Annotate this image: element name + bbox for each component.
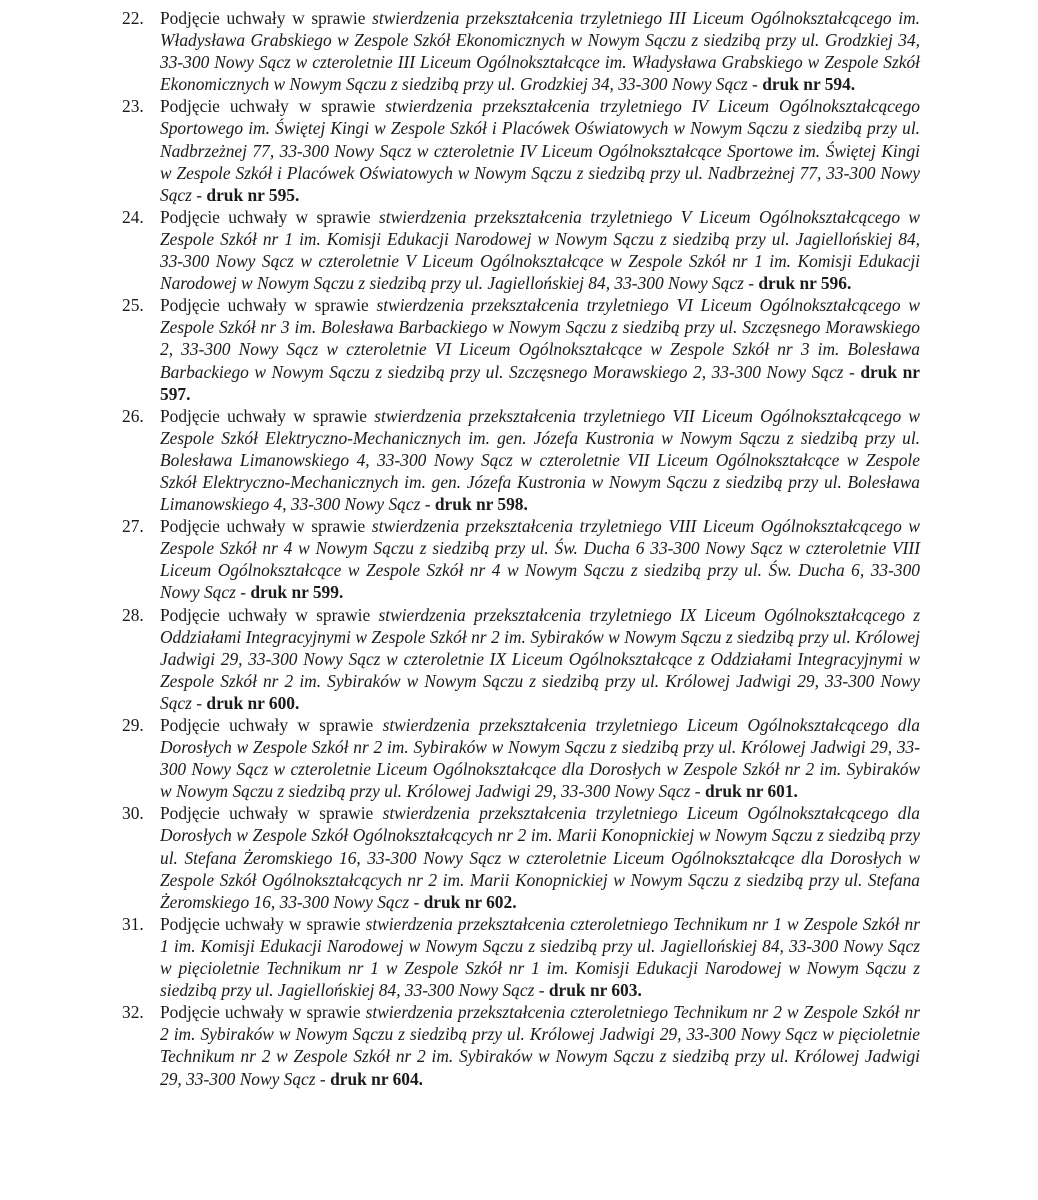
agenda-item	[122, 1001, 920, 1089]
item-druk-number: druk nr 600.	[206, 692, 300, 713]
item-text	[160, 913, 920, 1001]
item-druk-number: druk nr 595.	[206, 184, 300, 205]
item-text	[160, 294, 920, 404]
item-prefix: Podjęcie uchwały w sprawie	[160, 604, 371, 625]
item-subject: stwierdzenia przekształcenia czteroletniego Technikum nr 2 w Zespole Szkół nr 2 im. Sybiraków w Nowym Sączu z siedzibą przy ul. Królowej Jadwigi 29, 33-300 Nowy Sącz w pięcioletnie Technikum nr 2 w Zespole Szkół nr 2 im. Sybiraków w Nowym Sączu z siedzibą przy ul. Królowej Jadwigi 29, 33-300 Nowy Sącz	[160, 1002, 920, 1089]
item-number: 25.	[122, 295, 144, 316]
item-separator: -	[694, 781, 701, 802]
agenda-item	[122, 714, 920, 802]
item-subject: stwierdzenia przekształcenia trzyletniego VIII Liceum Ogólnokształcącego w Zespole Szkół nr 4 w Nowym Sączu z siedzibą przy ul. Św. Ducha 6 33-300 Nowy Sącz w czteroletnie VIII Liceum Ogólnokształcące w Zespole Szkół nr 4 w Nowym Sączu z siedzibą przy ul. Św. Ducha 6, 33-300 Nowy Sącz	[160, 516, 920, 603]
item-subject: stwierdzenia przekształcenia trzyletniego Liceum Ogólnokształcącego dla Dorosłych w Zespole Szkół Ogólnokształcących nr 2 im. Marii Konopnickiej w Nowym Sączu z siedzibą przy ul. Stefana Żeromskiego 16, 33-300 Nowy Sącz w czteroletnie Liceum Ogólnokształcące dla Dorosłych w Zespole Szkół Ogólnokształcących nr 2 im. Marii Konopnickiej w Nowym Sączu z siedzibą przy ul. Stefana Żeromskiego 16, 33-300 Nowy Sącz	[160, 803, 920, 912]
item-subject: stwierdzenia przekształcenia trzyletniego VI Liceum Ogólnokształcącego w Zespole Szkół nr 3 im. Bolesława Barbackiego w Nowym Sączu z siedzibą przy ul. Szczęsnego Morawskiego 2, 33-300 Nowy Sącz w czteroletnie VI Liceum Ogólnokształcące w Zespole Szkół nr 3 im. Bolesława Barbackiego w Nowym Sączu z siedzibą przy ul. Szczęsnego Morawskiego 2, 33-300 Nowy Sącz	[160, 295, 920, 382]
item-prefix: Podjęcie uchwały w sprawie	[160, 96, 376, 117]
item-text	[160, 802, 920, 912]
item-number: 29.	[122, 715, 144, 735]
agenda-item	[122, 405, 920, 515]
item-prefix: Podjęcie uchwały w sprawie	[160, 1002, 361, 1023]
item-separator: -	[748, 273, 754, 294]
item-subject: stwierdzenia przekształcenia trzyletniego Liceum Ogólnokształcącego dla Dorosłych w Zespole Szkół nr 2 im. Sybiraków w Nowym Sączu z siedzibą przy ul. Królowej Jadwigi 29, 33-300 Nowy Sącz w czteroletnie Liceum Ogólnokształcące dla Dorosłych w Zespole Szkół nr 2 im. Sybiraków w Nowym Sączu z siedzibą przy ul. Królowej Jadwigi 29, 33-300 Nowy Sącz	[160, 715, 920, 802]
item-prefix: Podjęcie uchwały w sprawie	[160, 913, 361, 934]
agenda-item	[122, 913, 920, 1001]
item-number: 22.	[122, 8, 144, 28]
item-separator: -	[849, 361, 855, 382]
agenda-item	[122, 515, 920, 603]
item-number: 24.	[122, 206, 144, 227]
agenda-list	[122, 7, 920, 1090]
item-number: 28.	[122, 604, 144, 625]
item-separator: -	[240, 582, 246, 603]
agenda-item	[122, 294, 920, 404]
item-separator: -	[319, 1068, 326, 1089]
item-druk-number: druk nr 602.	[423, 891, 517, 912]
agenda-item	[122, 802, 920, 912]
agenda-item	[122, 95, 920, 205]
item-subject: stwierdzenia przekształcenia trzyletniego III Liceum Ogólnokształcącego im. Władysława Grabskiego w Zespole Szkół Ekonomicznych w Nowym Sączu z siedzibą przy ul. Grodzkiej 34, 33-300 Nowy Sącz w czteroletnie III Liceum Ogólnokształcące im. Władysława Grabskiego w Zespole Szkół Ekonomicznych w Nowym Sączu z siedzibą przy ul. Grodzkiej 34, 33-300 Nowy Sącz	[160, 8, 920, 95]
item-text	[160, 515, 920, 603]
item-prefix: Podjęcie uchwały w sprawie	[160, 295, 369, 316]
item-prefix: Podjęcie uchwały w sprawie	[160, 715, 374, 735]
item-druk-number: druk nr 604.	[330, 1068, 424, 1089]
item-number: 31.	[122, 913, 144, 934]
item-text	[160, 714, 920, 802]
item-prefix: Podjęcie uchwały w sprawie	[160, 8, 366, 28]
item-druk-number: druk nr 598.	[434, 494, 528, 515]
item-druk-number: druk nr 597.	[160, 361, 921, 404]
agenda-item	[122, 206, 920, 294]
item-druk-number: druk nr 603.	[548, 980, 642, 1001]
item-subject: stwierdzenia przekształcenia trzyletniego IX Liceum Ogólnokształcącego z Oddziałami Integracyjnymi w Zespole Szkół nr 2 im. Sybiraków w Nowym Sączu z siedzibą przy ul. Królowej Jadwigi 29, 33-300 Nowy Sącz w czteroletnie IX Liceum Ogólnokształcące z Oddziałami Integracyjnymi w Zespole Szkół nr 2 im. Sybiraków w Nowym Sączu z siedzibą przy ul. Królowej Jadwigi 29, 33-300 Nowy Sącz	[160, 604, 920, 713]
item-text	[160, 95, 920, 205]
item-separator: -	[196, 184, 203, 205]
item-separator: -	[413, 891, 420, 912]
item-prefix: Podjęcie uchwały w sprawie	[160, 803, 374, 824]
item-subject: stwierdzenia przekształcenia trzyletniego IV Liceum Ogólnokształcącego Sportowego im. Świętej Kingi w Zespole Szkół i Placówek Oświatowych w Nowym Sączu z siedzibą przy ul. Nadbrzeżnej 77, 33-300 Nowy Sącz w czteroletnie IV Liceum Ogólnokształcące Sportowe im. Świętej Kingi w Zespole Szkół i Placówek Oświatowych w Nowym Sączu z siedzibą przy ul. Nadbrzeżnej 77, 33-300 Nowy Sącz	[160, 96, 920, 205]
item-number: 30.	[122, 803, 144, 824]
item-number: 26.	[122, 405, 144, 426]
item-prefix: Podjęcie uchwały w sprawie	[160, 206, 371, 227]
item-subject: stwierdzenia przekształcenia trzyletniego VII Liceum Ogólnokształcącego w Zespole Szkół Elektryczno-Mechanicznych im. gen. Józefa Kustronia w Nowym Sączu z siedzibą przy ul. Bolesława Limanowskiego 4, 33-300 Nowy Sącz w czteroletnie VII Liceum Ogólnokształcące w Zespole Szkół Elektryczno-Mechanicznych im. gen. Józefa Kustronia w Nowym Sączu z siedzibą przy ul. Bolesława Limanowskiego 4, 33-300 Nowy Sącz	[160, 405, 920, 515]
agenda-item	[122, 604, 920, 714]
item-text	[160, 1001, 920, 1089]
item-number: 32.	[122, 1002, 144, 1023]
item-separator: -	[424, 494, 431, 515]
item-druk-number: druk nr 594.	[762, 74, 856, 95]
item-number: 23.	[122, 96, 144, 117]
item-druk-number: druk nr 601.	[704, 781, 798, 802]
item-text	[160, 405, 920, 515]
item-number: 27.	[122, 516, 144, 537]
item-druk-number: druk nr 599.	[250, 582, 344, 603]
item-prefix: Podjęcie uchwały w sprawie	[160, 405, 368, 426]
item-subject: stwierdzenia przekształcenia trzyletniego V Liceum Ogólnokształcącego w Zespole Szkół nr 1 im. Komisji Edukacji Narodowej w Nowym Sączu z siedzibą przy ul. Jagiellońskiej 84, 33-300 Nowy Sącz w czteroletnie V Liceum Ogólnokształcące w Zespole Szkół nr 1 im. Komisji Edukacji Narodowej w Nowym Sączu z siedzibą przy ul. Jagiellońskiej 84, 33-300 Nowy Sącz	[160, 206, 921, 294]
item-separator: -	[752, 74, 758, 95]
item-text	[160, 206, 920, 294]
item-subject: stwierdzenia przekształcenia czteroletniego Technikum nr 1 w Zespole Szkół nr 1 im. Komisji Edukacji Narodowej w Nowym Sączu z siedzibą przy ul. Jagiellońskiej 84, 33-300 Nowy Sącz w pięcioletnie Technikum nr 1 w Zespole Szkół nr 1 im. Komisji Edukacji Narodowej w Nowym Sączu z siedzibą przy ul. Jagiellońskiej 84, 33-300 Nowy Sącz	[160, 913, 920, 1001]
item-separator: -	[196, 692, 203, 713]
item-prefix: Podjęcie uchwały w sprawie	[160, 516, 366, 537]
item-text	[160, 7, 920, 95]
agenda-item	[122, 7, 920, 95]
item-druk-number: druk nr 596.	[758, 273, 852, 294]
item-text	[160, 604, 920, 714]
item-separator: -	[538, 980, 545, 1001]
